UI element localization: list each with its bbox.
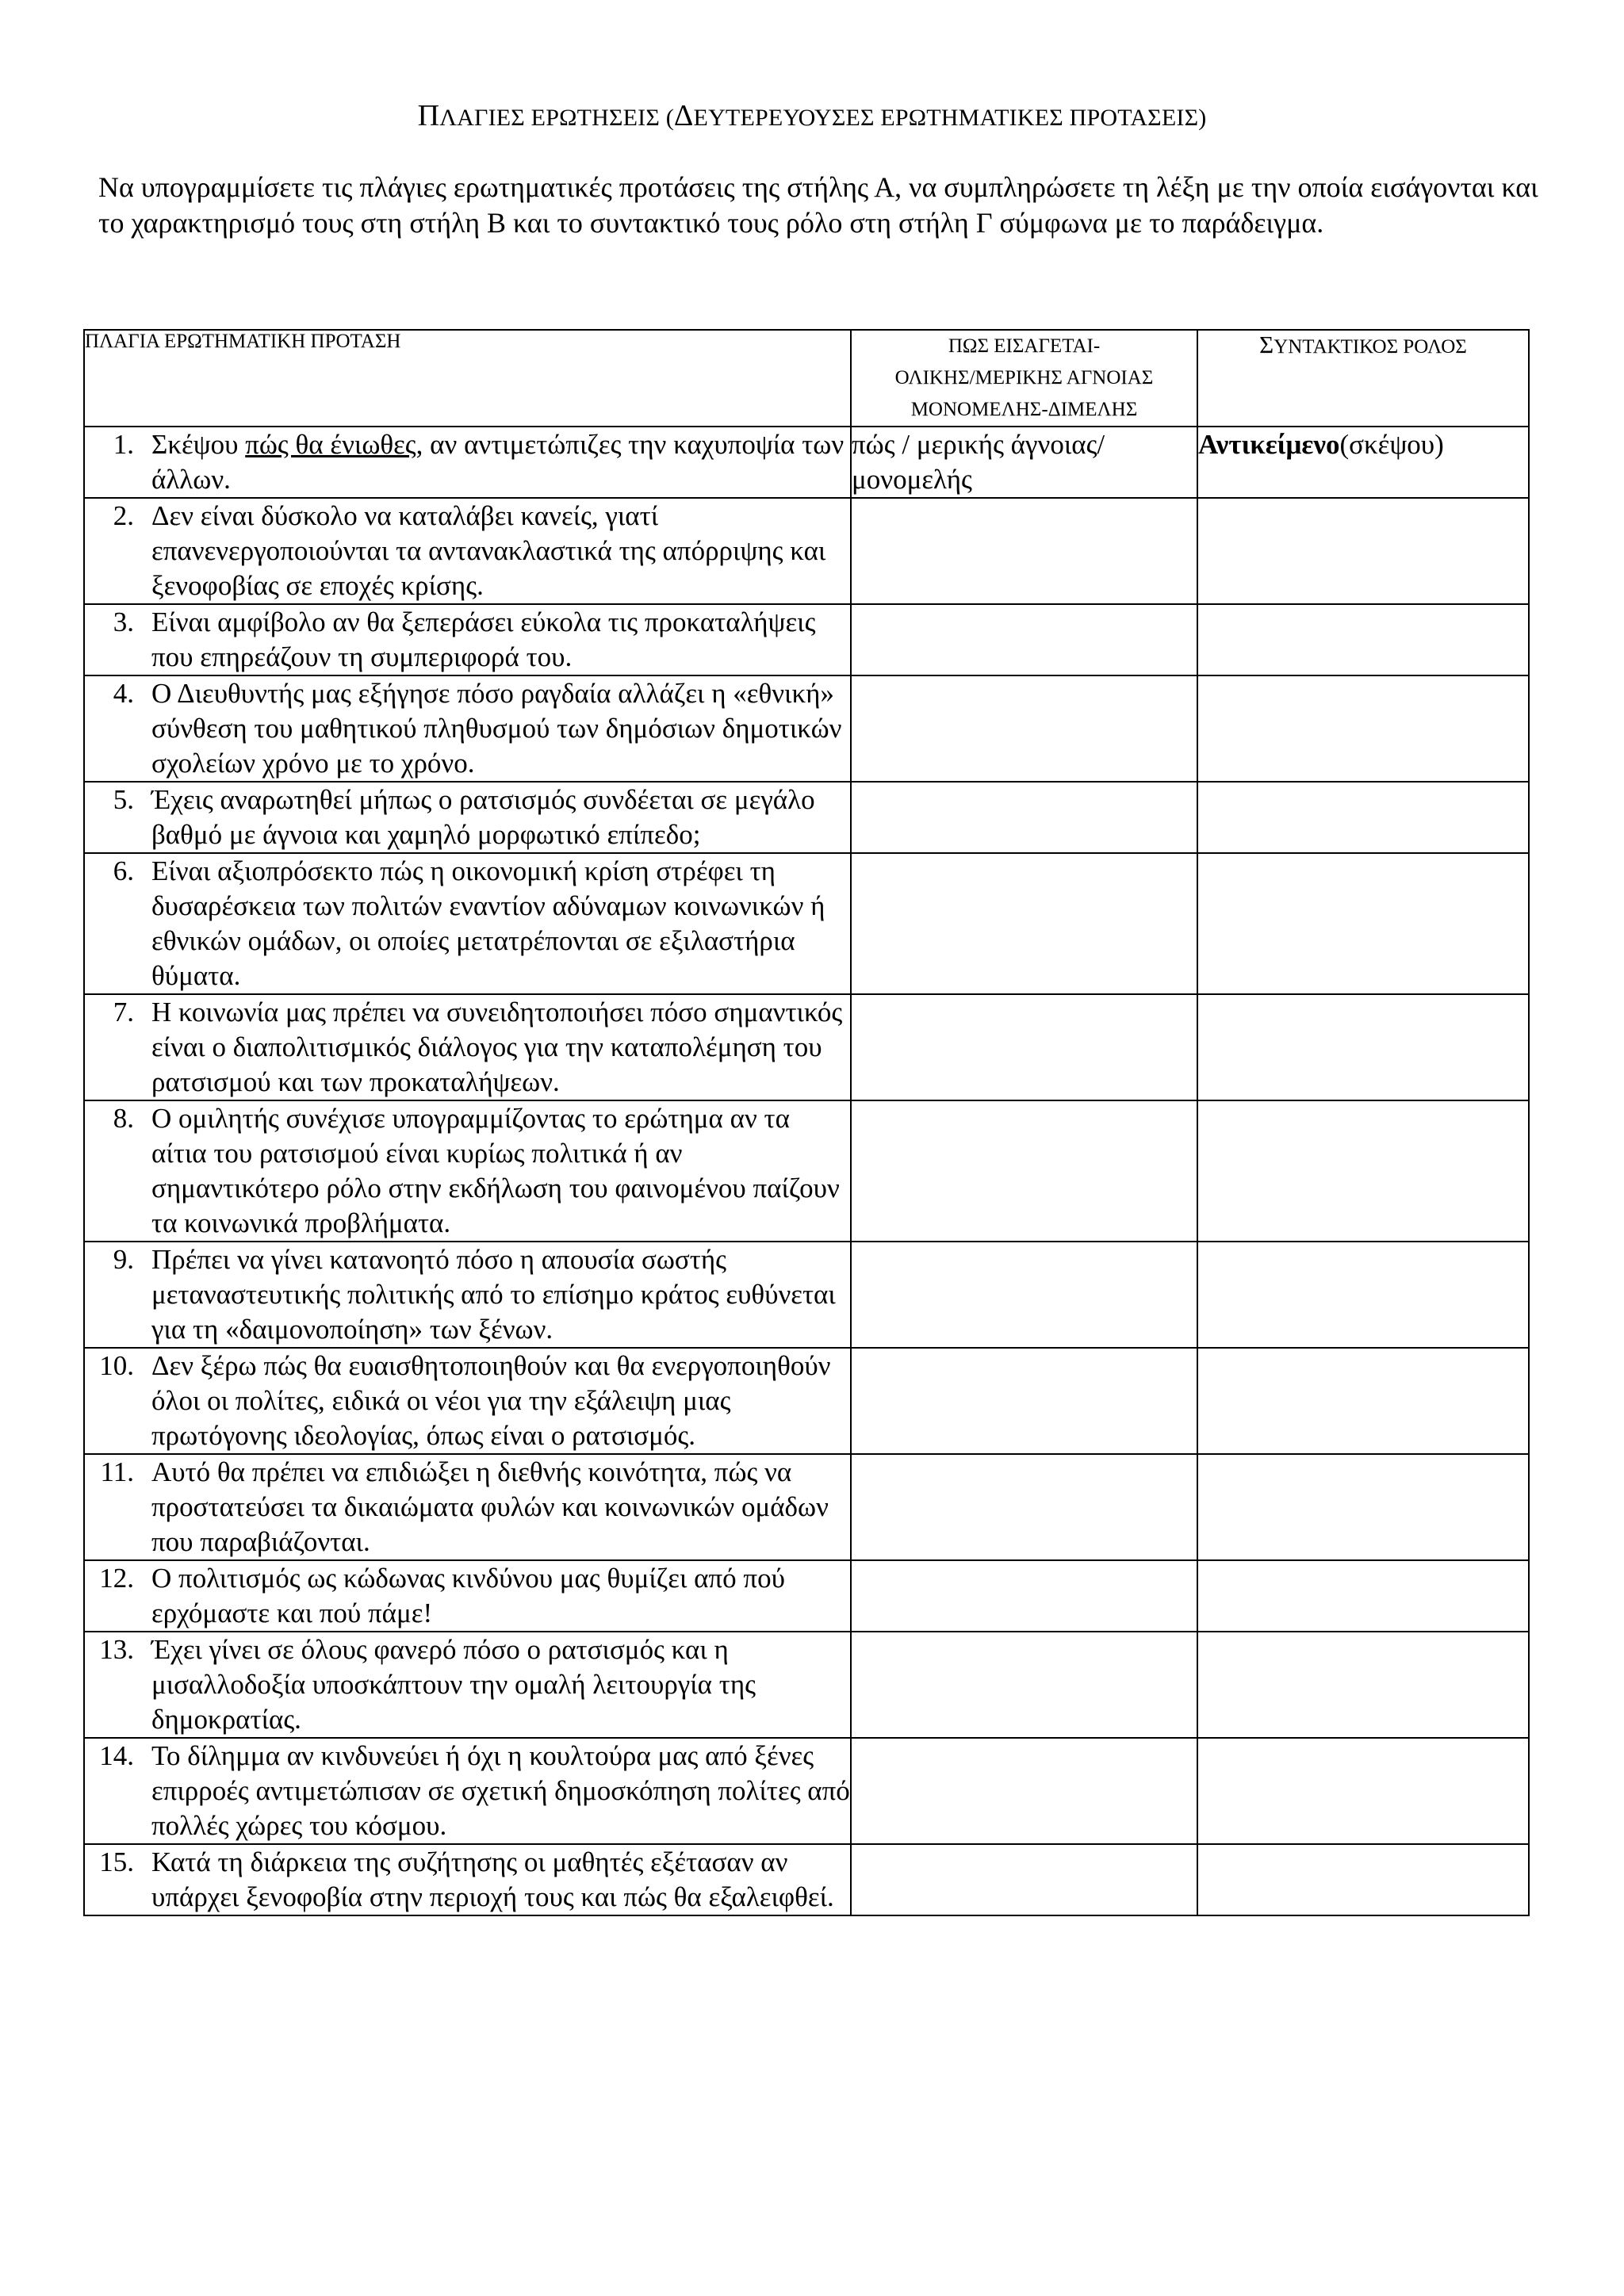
instructions-paragraph: Να υπογραμμίσετε τις πλάγιες ερωτηματικές προτάσεις της στήλης Α, να συμπληρώσετε τη λέξη με την οποία εισάγονται και το χαρακτηρισμό τους στη στήλη Β και το συντακτικό τους ρόλο στη στήλη Γ σύμφωνα με το παράδειγμα. (98, 171, 1538, 239)
role-cell[interactable] (1197, 994, 1529, 1100)
exercise-table (83, 329, 1530, 1916)
header-col3-initial: Σ (1259, 331, 1274, 358)
header-introduction-column (851, 330, 1197, 427)
role-cell[interactable] (1197, 1100, 1529, 1242)
answer-cell[interactable] (851, 604, 1197, 675)
answer-cell[interactable] (851, 1632, 1197, 1738)
row-number: 7. (113, 997, 134, 1027)
answer-cell[interactable] (851, 1348, 1197, 1454)
role-cell[interactable] (1197, 1560, 1529, 1632)
role-cell[interactable] (1197, 498, 1529, 604)
sentence-cell (84, 994, 851, 1100)
title-part-1: ΛΑΓΙΕΣ ΕΡΩΤΗΣΕΙΣ ( (439, 105, 674, 131)
answer-cell[interactable] (851, 1100, 1197, 1242)
table-row (84, 782, 1529, 853)
sentence-cell (84, 1560, 851, 1632)
sentence-text: Ο πολιτισμός ως κώδωνας κινδύνου μας θυμίζει από πού ερχόμαστε και πού πάμε! (151, 1563, 785, 1628)
table-row (84, 1844, 1529, 1915)
title-initial-2: Δ (673, 99, 694, 132)
sentence-text: Είναι αμφίβολο αν θα ξεπεράσει εύκολα τις προκαταλήψεις που επηρεάζουν τη συμπεριφορά του. (151, 607, 816, 672)
table-row (84, 1560, 1529, 1632)
example-underlined-clause: πώς θα ένιωθες (245, 429, 416, 460)
role-cell[interactable] (1197, 1348, 1529, 1454)
table-row (84, 994, 1529, 1100)
sentence-cell (84, 853, 851, 994)
table-row (84, 1242, 1529, 1348)
table-row (84, 1348, 1529, 1454)
sentence-text: Κατά τη διάρκεια της συζήτησης οι μαθητές εξέτασαν αν υπάρχει ξενοφοβία στην περιοχή τους και πώς θα εξαλειφθεί. (151, 1846, 834, 1912)
role-cell[interactable] (1197, 1242, 1529, 1348)
answer-cell[interactable] (851, 1560, 1197, 1632)
title-initial-1: Π (417, 99, 440, 132)
row-number: 8. (113, 1103, 134, 1134)
table-row (84, 604, 1529, 675)
role-cell[interactable] (1197, 1454, 1529, 1560)
row-number: 4. (113, 678, 134, 709)
sentence-text: Πρέπει να γίνει κατανοητό πόσο η απουσία σωστής μεταναστευτικής πολιτικής από το επίσημο κράτος ευθύνεται για τη «δαιμονοποίηση» των ξένων. (151, 1244, 836, 1345)
answer-cell[interactable] (851, 782, 1197, 853)
table-row (84, 675, 1529, 782)
answer-cell[interactable] (851, 853, 1197, 994)
table-row (84, 853, 1529, 994)
table-row (84, 1738, 1529, 1844)
role-cell[interactable] (1197, 782, 1529, 853)
row-number: 15. (99, 1846, 134, 1877)
row-number: 2. (113, 500, 134, 531)
table-row (84, 1100, 1529, 1242)
example-role-rest: (σκέψου) (1339, 429, 1444, 460)
sentence-text: Δεν είναι δύσκολο να καταλάβει κανείς, γιατί επανενεργοποιούνται τα αντανακλαστικά της απόρριψης και ξενοφοβίας σε εποχές κρίσης. (151, 500, 826, 601)
row-number: 6. (113, 855, 134, 886)
sentence-text: Ο Διευθυντής μας εξήγησε πόσο ραγδαία αλλάζει η «εθνική» σύνθεση του μαθητικού πληθυσμού των δημόσιων δημοτικών σχολείων χρόνο με το χρόνο. (151, 678, 842, 779)
row-number: 5. (113, 784, 134, 815)
example-sentence-before: Σκέψου (151, 429, 246, 460)
row-number: 9. (113, 1244, 134, 1275)
header-col2-line3: ΜΟΝΟΜΕΛΗΣ-ΔΙΜΕΛΗΣ (910, 399, 1138, 420)
role-cell[interactable] (1197, 1632, 1529, 1738)
example-answer-cell: πώς / μερικής άγνοιας/ μονομελής (851, 427, 1197, 498)
table-row (84, 1632, 1529, 1738)
table-header-row (84, 330, 1529, 427)
page-title (0, 98, 1624, 133)
role-cell[interactable] (1197, 675, 1529, 782)
sentence-cell (84, 782, 851, 853)
row-number: 12. (99, 1563, 134, 1594)
row-number: 1. (113, 429, 134, 460)
answer-cell[interactable] (851, 1242, 1197, 1348)
header-col2-line1: ΠΩΣ ΕΙΣΑΓΕΤΑΙ- (948, 335, 1101, 357)
title-part-2: ΕΥΤΕΡΕΥΟΥΣΕΣ ΕΡΩΤΗΜΑΤΙΚΕΣ ΠΡΟΤΑΣΕΙΣ) (693, 105, 1207, 131)
row-number: 3. (113, 607, 134, 637)
example-sentence-cell (84, 427, 851, 498)
role-cell[interactable] (1197, 853, 1529, 994)
sentence-cell (84, 1242, 851, 1348)
table-row-example (84, 427, 1529, 498)
sentence-cell (84, 1348, 851, 1454)
sentence-text: Η κοινωνία μας πρέπει να συνειδητοποιήσει πόσο σημαντικός είναι ο διαπολιτισμικός διάλογος για την καταπολέμηση του ρατσισμού και των προκαταλήψεων. (151, 997, 843, 1097)
sentence-cell (84, 498, 851, 604)
header-sentence-column: ΠΛΑΓΙΑ ΕΡΩΤΗΜΑΤΙΚΗ ΠΡΟΤΑΣΗ (84, 330, 851, 427)
sentence-text: Έχει γίνει σε όλους φανερό πόσο ο ρατσισμός και η μισαλλοδοξία υποσκάπτουν την ομαλή λειτουργία της δημοκρατίας. (151, 1634, 756, 1735)
role-cell[interactable] (1197, 1738, 1529, 1844)
example-sentence-after: , αν αντιμετώπιζες την καχυποψία των άλλων. (151, 429, 845, 495)
row-number: 14. (99, 1740, 134, 1771)
sentence-text: Ο ομιλητής συνέχισε υπογραμμίζοντας το ερώτημα αν τα αίτια του ρατσισμού είναι κυρίως πολιτικά ή αν σημαντικότερο ρόλο στην εκδήλωση του φαινομένου παίζουν τα κοινωνικά προβλήματα. (151, 1103, 840, 1238)
sentence-cell (84, 1844, 851, 1915)
sentence-cell (84, 1738, 851, 1844)
sentence-text: Το δίλημμα αν κινδυνεύει ή όχι η κουλτούρα μας από ξένες επιρροές αντιμετώπισαν σε σχετική δημοσκόπηση πολίτες από πολλές χώρες του κόσμου. (151, 1740, 850, 1841)
table-row (84, 498, 1529, 604)
header-col2-line2: ΟΛΙΚΗΣ/ΜΕΡΙΚΗΣ ΑΓΝΟΙΑΣ (894, 367, 1154, 388)
sentence-cell (84, 604, 851, 675)
example-sentence (151, 427, 850, 497)
answer-cell[interactable] (851, 1844, 1197, 1915)
sentence-cell (84, 1632, 851, 1738)
answer-cell[interactable] (851, 994, 1197, 1100)
row-number: 11. (100, 1456, 134, 1487)
answer-cell[interactable] (851, 1454, 1197, 1560)
example-role-cell (1197, 427, 1529, 498)
role-cell[interactable] (1197, 604, 1529, 675)
table-row (84, 1454, 1529, 1560)
header-col3-rest: ΥΝΤΑΚΤΙΚΟΣ ΡΟΛΟΣ (1274, 336, 1467, 358)
row-number: 13. (99, 1634, 134, 1665)
example-role-bold: Αντικείμενο (1198, 429, 1340, 460)
sentence-text: Δεν ξέρω πώς θα ευαισθητοποιηθούν και θα ενεργοποιηθούν όλοι οι πολίτες, ειδικά οι νέοι για την εξάλειψη μιας πρωτόγονης ιδεολογίας, όπως είναι ο ρατσισμός. (151, 1350, 831, 1451)
sentence-text: Έχεις αναρωτηθεί μήπως ο ρατσισμός συνδέεται σε μεγάλο βαθμό με άγνοια και χαμηλό μορφωτικό επίπεδο; (151, 784, 815, 850)
sentence-cell (84, 1100, 851, 1242)
answer-cell[interactable] (851, 675, 1197, 782)
sentence-text: Αυτό θα πρέπει να επιδιώξει η διεθνής κοινότητα, πώς να προστατεύσει τα δικαιώματα φυλών και κοινωνικών ομάδων που παραβιάζονται. (151, 1456, 829, 1557)
answer-cell[interactable] (851, 498, 1197, 604)
sentence-text: Είναι αξιοπρόσεκτο πώς η οικονομική κρίση στρέφει τη δυσαρέσκεια των πολιτών εναντίον αδύναμων κοινωνικών ή εθνικών ομάδων, οι οποίες μετατρέπονται σε εξιλαστήρια θύματα. (151, 855, 825, 991)
sentence-cell (84, 1454, 851, 1560)
header-role-column (1197, 330, 1529, 427)
role-cell[interactable] (1197, 1844, 1529, 1915)
sentence-cell (84, 675, 851, 782)
answer-cell[interactable] (851, 1738, 1197, 1844)
row-number: 10. (99, 1350, 134, 1381)
